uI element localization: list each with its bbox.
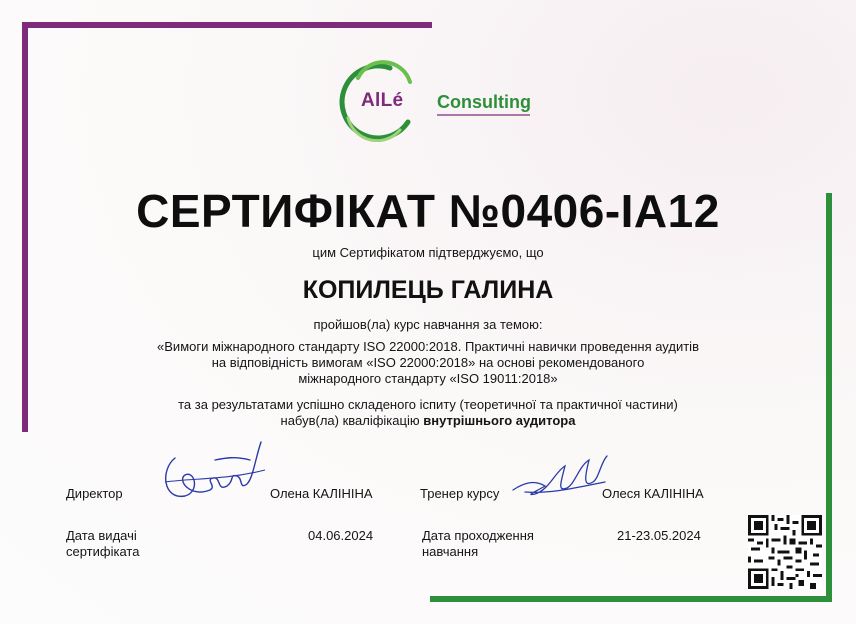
result-line: та за результатами успішно складеного іспиту (теоретичної та практичної частини) bbox=[178, 397, 678, 412]
training-date-label-line: Дата проходження bbox=[422, 528, 534, 543]
director-label: Директор bbox=[66, 486, 123, 501]
frame-bottom-bar bbox=[430, 596, 832, 602]
passed-course-text: пройшов(ла) курс навчання за темою: bbox=[313, 317, 543, 332]
logo-brand-text: AlLé bbox=[361, 90, 404, 111]
training-date-label-line: навчання bbox=[422, 544, 479, 559]
course-line: «Вимоги міжнародного стандарту ISO 22000:2018. Практичні навички проведення аудитів bbox=[157, 339, 699, 354]
training-dates-value: 21-23.05.2024 bbox=[617, 528, 701, 543]
qualification-title: внутрішнього аудитора bbox=[423, 413, 576, 428]
course-line: міжнародного стандарту «ISO 19011:2018» bbox=[298, 371, 558, 386]
director-signature-icon bbox=[155, 430, 275, 510]
confirm-text: цим Сертифікатом підтверджуємо, що bbox=[312, 245, 544, 260]
qualification-line bbox=[0, 413, 856, 429]
issue-date-value: 04.06.2024 bbox=[308, 528, 374, 543]
training-date-label bbox=[422, 528, 534, 560]
recipient-name: КОПИЛЕЦЬ ГАЛИНА bbox=[302, 276, 554, 304]
qualification-prefix: набув(ла) кваліфікацію bbox=[280, 413, 424, 428]
director-name: Олена КАЛІНІНА bbox=[270, 486, 373, 501]
trainer-signature-icon bbox=[505, 452, 615, 504]
trainer-name: Олеся КАЛІНІНА bbox=[602, 486, 704, 501]
trainer-label: Тренер курсу bbox=[420, 486, 500, 501]
issue-date-label-line: Дата видачі bbox=[66, 528, 137, 543]
qr-code-icon[interactable] bbox=[748, 515, 822, 589]
course-description bbox=[0, 339, 856, 387]
issue-date-label bbox=[66, 528, 139, 560]
issue-date-label-line: сертифіката bbox=[66, 544, 140, 559]
course-line: на відповідність вимогам «ISO 22000:2018» на основі рекомендованого bbox=[211, 355, 645, 370]
certificate-title: СЕРТИФІКАТ №0406-IA12 bbox=[136, 185, 720, 237]
frame-top-bar bbox=[22, 22, 432, 28]
result-text bbox=[0, 397, 856, 429]
logo-consulting-text: Consulting bbox=[437, 92, 531, 112]
